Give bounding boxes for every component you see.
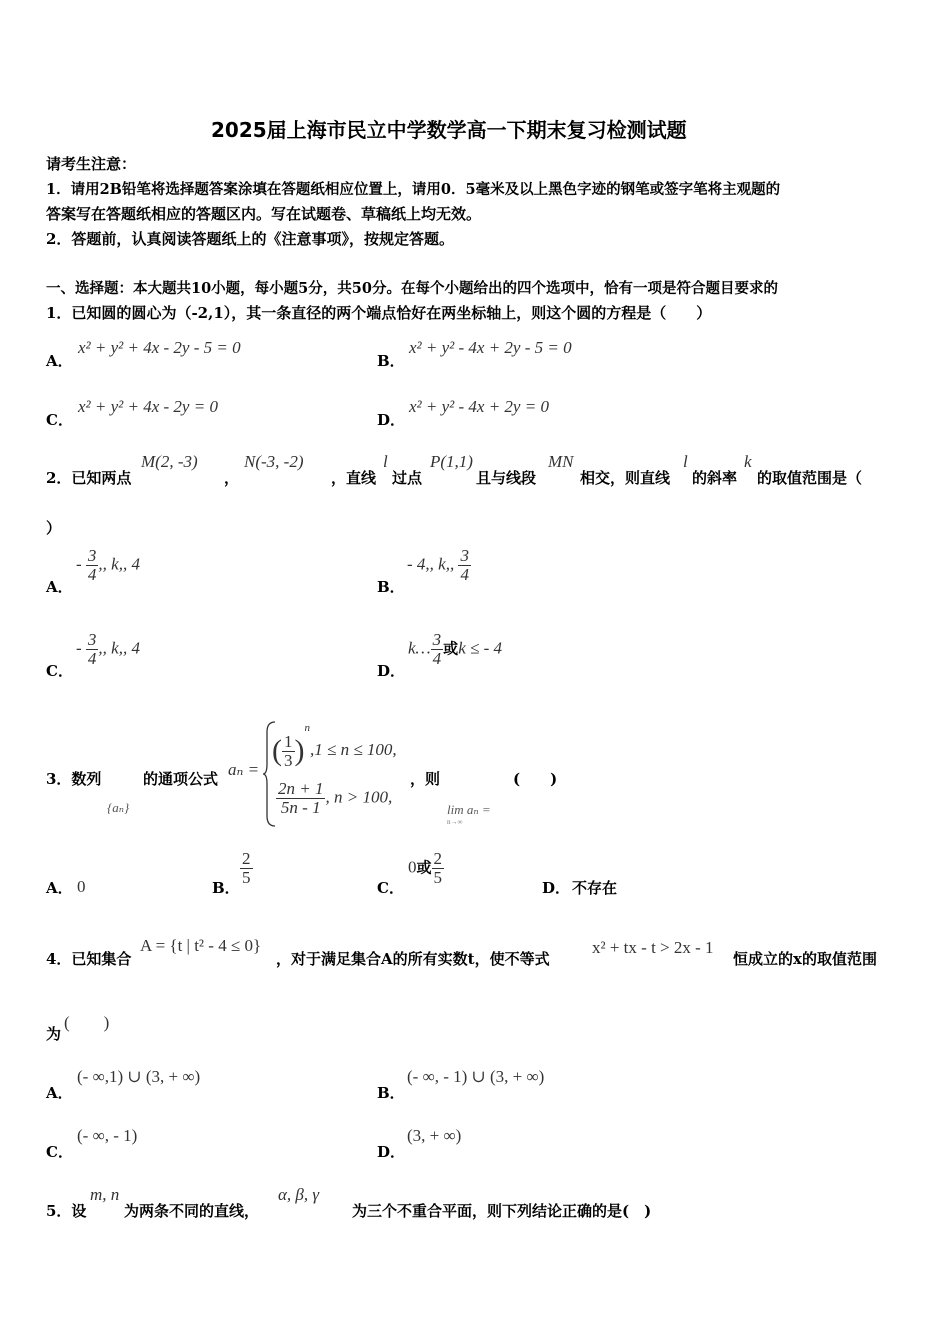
q5-planes: α, β, γ bbox=[278, 1185, 320, 1204]
q3-paren: ( ) bbox=[513, 770, 558, 788]
q2-option-c-label: C． bbox=[46, 662, 73, 680]
q4-option-d: (3, + ∞) bbox=[407, 1126, 462, 1145]
q1-stem: 1．已知圆的圆心为（-2,1），其一条直径的两个端点恰好在两坐标轴上，则这个圆的方程是（ ） bbox=[46, 304, 712, 322]
q3-piece-2: $\frac{2n + 1}{5n - 1}$ , n > 100, bbox=[278, 779, 393, 817]
section-heading: 一、选择题：本大题共10小题，每小题5分，共50分。在每个小题给出的四个选项中，恰有一项是符合题目要求的 bbox=[46, 280, 778, 297]
q2-text-6: 的取值范围是（ bbox=[757, 469, 863, 487]
q5-text-2: 为三个不重合平面，则下列结论正确的是( ) bbox=[352, 1202, 652, 1220]
q4-number: 4．已知集合 bbox=[46, 950, 132, 968]
q3-limit: lim aₙ = bbox=[447, 802, 491, 817]
q3-text-2: ，则 bbox=[410, 770, 441, 788]
q5-text-1: 为两条不同的直线， bbox=[124, 1202, 260, 1220]
q2-option-b-label: B． bbox=[377, 578, 405, 596]
q2-line-l: l bbox=[383, 452, 388, 471]
q4-paren: ( ) bbox=[64, 1013, 110, 1032]
q1-option-c-label: C． bbox=[46, 411, 73, 429]
q3-text-1: 的通项公式 bbox=[143, 770, 219, 788]
q4-option-d-label: D． bbox=[377, 1143, 406, 1161]
q2-slope-k: k bbox=[744, 452, 752, 471]
q3-number: 3．数列 bbox=[46, 770, 102, 788]
q2-text-5: 的斜率 bbox=[692, 469, 738, 487]
q3-option-c: 0或 $\frac{2}{5}$ bbox=[408, 849, 443, 887]
q3-piece-1: ( $\frac{1}{3}$ )$^n$,1 ≤ n ≤ 100, bbox=[272, 722, 397, 770]
q2-text-4: 相交，则直线 bbox=[580, 469, 671, 487]
q1-option-d: x² + y² - 4x + 2y = 0 bbox=[409, 397, 549, 416]
q4-option-c-label: C． bbox=[46, 1143, 73, 1161]
q3-sequence: {aₙ} bbox=[107, 800, 130, 815]
q1-option-d-label: D． bbox=[377, 411, 406, 429]
q2-comma: ， bbox=[224, 469, 240, 487]
q3-option-a: 0 bbox=[77, 877, 86, 896]
q1-option-b: x² + y² - 4x + 2y - 5 = 0 bbox=[409, 338, 572, 357]
q4-text-2: 恒成立的x的取值范围 bbox=[733, 950, 877, 968]
notice-line-2: 答案写在答题纸相应的答题区内。写在试题卷、草稿纸上均无效。 bbox=[46, 205, 482, 223]
q2-option-d: k… $\frac{3}{4}$ 或k ≤ - 4 bbox=[408, 630, 502, 668]
q3-option-b-label: B． bbox=[212, 879, 240, 897]
q4-option-a-label: A． bbox=[46, 1084, 73, 1102]
q2-point-m: M(2, -3) bbox=[141, 452, 198, 471]
q2-line-l-2: l bbox=[683, 452, 688, 471]
q4-text-1: ，对于满足集合A的所有实数t，使不等式 bbox=[276, 950, 550, 968]
notice-line-3: 2．答题前，认真阅读答题纸上的《注意事项》，按规定答题。 bbox=[46, 230, 454, 248]
q4-set-a: A = {t | t² - 4 ≤ 0} bbox=[140, 936, 262, 955]
q2-close-paren: ） bbox=[46, 519, 62, 537]
q2-text-1: ，直线 bbox=[331, 469, 377, 487]
q2-point-p: P(1,1) bbox=[430, 452, 473, 471]
q1-option-b-label: B． bbox=[377, 352, 405, 370]
q3-option-a-label: A． bbox=[46, 879, 73, 897]
q3-option-d: 不存在 bbox=[572, 879, 618, 897]
q2-point-n: N(-3, -2) bbox=[244, 452, 304, 471]
q2-option-b: - 4,, k,, $\frac{3}{4}$ bbox=[407, 546, 469, 584]
q2-option-d-label: D． bbox=[377, 662, 406, 680]
q5-lines-mn: m, n bbox=[90, 1185, 120, 1204]
q4-option-c: (- ∞, - 1) bbox=[77, 1126, 138, 1145]
q2-option-a: - $\frac{3}{4}$ ,, k,, 4 bbox=[76, 546, 140, 584]
notice-heading: 请考生注意： bbox=[46, 155, 137, 173]
q4-option-b-label: B． bbox=[377, 1084, 405, 1102]
q3-option-c-label: C． bbox=[377, 879, 404, 897]
q4-wei: 为 bbox=[46, 1025, 62, 1043]
page-title: 2025届上海市民立中学数学高一下期末复习检测试题 bbox=[211, 118, 687, 142]
q2-segment-mn: MN bbox=[548, 452, 574, 471]
q4-option-b: (- ∞, - 1) ∪ (3, + ∞) bbox=[407, 1067, 545, 1086]
q3-limit-sub: n→∞ bbox=[447, 818, 463, 826]
q2-text-2: 过点 bbox=[392, 469, 423, 487]
q2-option-a-label: A． bbox=[46, 578, 73, 596]
q2-text-3: 且与线段 bbox=[476, 469, 537, 487]
q3-an: aₙ = bbox=[228, 760, 260, 779]
q4-option-a: (- ∞,1) ∪ (3, + ∞) bbox=[77, 1067, 201, 1086]
q1-option-c: x² + y² + 4x - 2y = 0 bbox=[78, 397, 218, 416]
q1-option-a: x² + y² + 4x - 2y - 5 = 0 bbox=[78, 338, 241, 357]
q3-option-b: $\frac{2}{5}$ bbox=[242, 849, 251, 887]
q2-number: 2．已知两点 bbox=[46, 469, 132, 487]
q3-option-d-label: D． bbox=[542, 879, 571, 897]
notice-line-1: 1．请用2B铅笔将选择题答案涂填在答题纸相应位置上，请用0．5毫米及以上黑色字迹的钢笔或签字笔将主观题的 bbox=[46, 181, 781, 198]
q2-option-c: - $\frac{3}{4}$ ,, k,, 4 bbox=[76, 630, 140, 668]
q5-number: 5．设 bbox=[46, 1202, 87, 1220]
q4-inequality: x² + tx - t > 2x - 1 bbox=[592, 938, 714, 957]
q1-option-a-label: A． bbox=[46, 352, 73, 370]
